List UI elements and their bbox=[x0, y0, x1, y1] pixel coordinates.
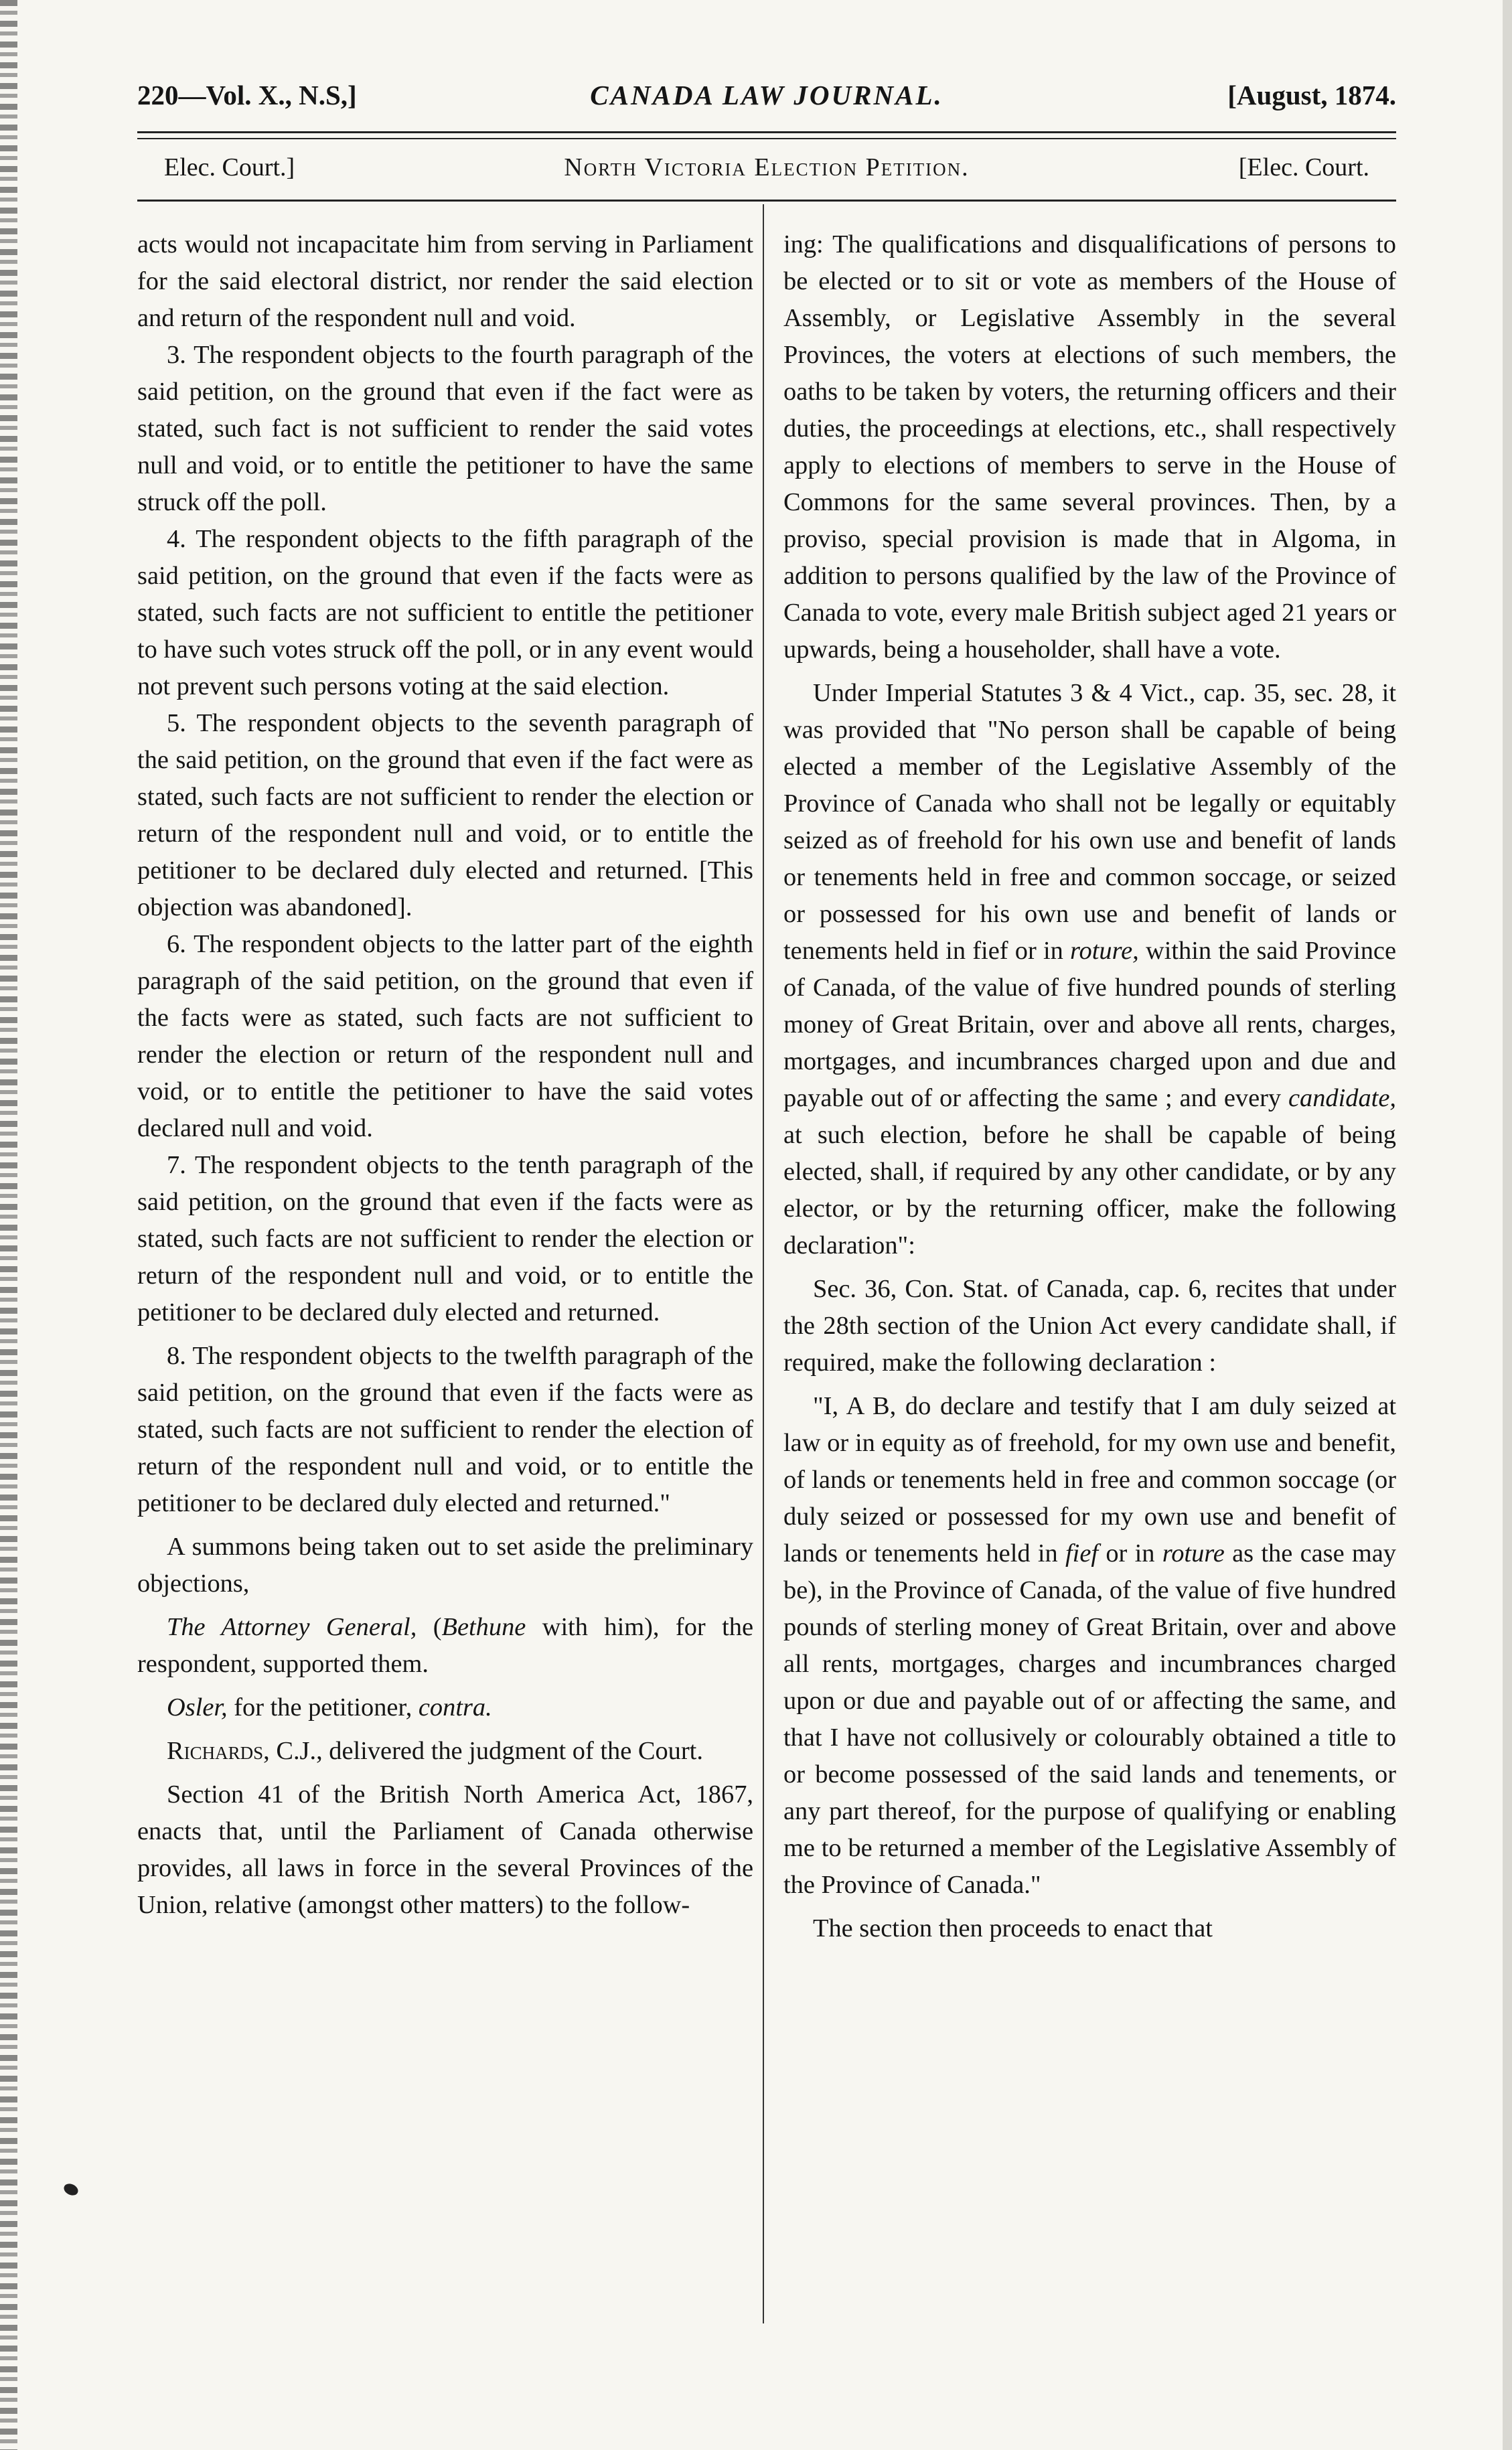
paragraph: Section 41 of the British North America Act, 1867, enacts that, until the Parliament of Canada otherwise provides, all laws in force in the several Provinces of the Union, relative (amongst other matters) to the follow- bbox=[137, 1780, 753, 1919]
text-span: or in bbox=[1098, 1539, 1162, 1567]
section-header bbox=[137, 153, 1396, 193]
text-span: at such election, before he shall be capable of being elected, shall, if required by any other candidate, or by any elector, or by the returning officer, make the following declaration": bbox=[783, 1121, 1396, 1259]
italic-term: roture bbox=[1162, 1539, 1225, 1567]
paragraph: A summons being taken out to set aside the preliminary objections, bbox=[137, 1533, 753, 1598]
paragraph: Sec. 36, Con. Stat. of Canada, cap. 6, recites that under the 28th section of the Union Act every candidate shall, if required, make the following declaration : bbox=[783, 1275, 1396, 1377]
ink-blot bbox=[62, 2181, 80, 2198]
text-span: "I, A B, do declare and testify that I am duly seized at law or in equity as of freehold, for my own use and benefit, of lands or tenements held in free and common soccage (or duly seized or possessed for my own use and benefit of lands or tenements held in bbox=[783, 1392, 1396, 1567]
paragraph: 6. The respondent objects to the latter part of the eighth paragraph of the said petition, on the ground that even if the facts were as stated, such facts are not sufficient to render the election or return of the respondent null and void, or to entitle the petitioner to have the said votes declared null and void. bbox=[137, 930, 753, 1142]
page-volume: 220—Vol. X., N.S,] bbox=[137, 80, 357, 110]
running-head bbox=[137, 79, 1396, 119]
right-column bbox=[783, 226, 1396, 1947]
paragraph-counsel-respondent bbox=[137, 1609, 753, 1683]
paragraph: 5. The respondent objects to the seventh paragraph of the said petition, on the ground that even if the fact were as stated, such facts are not sufficient to render the election or return of the respondent null and void, or to entitle the petitioner to be declared duly elected and returned. [This objection was abandoned]. bbox=[137, 709, 753, 921]
court-left: Elec. Court.] bbox=[164, 153, 295, 181]
italic-term: roture, bbox=[1070, 937, 1139, 965]
paragraph-statute bbox=[783, 675, 1396, 1264]
text-span: ( bbox=[417, 1613, 442, 1641]
page-edge-right bbox=[1503, 0, 1512, 2450]
paragraph: 4. The respondent objects to the fifth paragraph of the said petition, on the ground that even if the facts were as stated, such facts are not sufficient to entitle the petitioner to have such votes struck off the poll, or in any event would not prevent such persons voting at the said election. bbox=[137, 525, 753, 700]
contra-label: contra. bbox=[418, 1693, 492, 1721]
text-span: Under Imperial Statutes 3 & 4 Vict., cap. 35, sec. 28, it was provided that "No person shall be capable of being elected a member of the Legislative Assembly of the Province of Canada who shall not be legally or equitably seized as of freehold for his own use and benefit of lands or tenements held in free and common soccage, or seized or possessed for his own use and benefit of lands or tenements held in fief or in bbox=[783, 679, 1396, 965]
counsel-name: Osler, bbox=[167, 1693, 228, 1721]
paragraph: The section then proceeds to enact that bbox=[813, 1914, 1213, 1942]
paragraph: ing: The qualifications and disqualifications of persons to be elected or to sit or vote as members of the House of Assembly, or Legislative Assembly in the several Provinces, the voters at elections of such members, the oaths to be taken by voters, the returning officers and their duties, the proceedings at elections, etc., shall respectively apply to elections of members to serve in the House of Commons for the same several provinces. Then, by a proviso, special provision is made that in Algoma, in addition to persons qualified by the law of the Province of Canada to vote, every male British subject aged 21 years or upwards, being a householder, shall have a vote. bbox=[783, 230, 1396, 664]
case-title: North Victoria Election Petition. bbox=[564, 153, 970, 181]
header-rule-bottom bbox=[137, 138, 1396, 139]
paragraph: 7. The respondent objects to the tenth paragraph of the said petition, on the ground that even if the facts were as stated, such facts are not sufficient to render the election or return of the respondent null and void, or to entitle the petitioner to be declared duly elected and returned. bbox=[137, 1151, 753, 1326]
judge-name: Richards, bbox=[167, 1737, 270, 1765]
page-edge-binding bbox=[0, 0, 17, 2450]
italic-term: fief bbox=[1065, 1539, 1099, 1567]
paragraph: 3. The respondent objects to the fourth paragraph of the said petition, on the ground that even if the fact were as stated, such fact is not sufficient to render the said votes null and void, or to entitle the petitioner to have the same struck off the poll. bbox=[137, 341, 753, 516]
italic-term: candidate, bbox=[1288, 1084, 1396, 1112]
court-right: [Elec. Court. bbox=[1238, 153, 1369, 181]
left-column bbox=[137, 226, 753, 1924]
header-rule-top bbox=[137, 131, 1396, 133]
text-span: with him), for the respondent, supported them. bbox=[137, 1613, 753, 1678]
text-span: C.J., delivered the judgment of the Court. bbox=[269, 1737, 703, 1765]
paragraph-counsel-petitioner bbox=[137, 1689, 753, 1726]
issue-date: [August, 1874. bbox=[1227, 80, 1396, 110]
section-rule bbox=[137, 200, 1396, 202]
text-span: within the said Province of Canada, of the value of five hundred pounds of sterling money of Great Britain, over and above all rents, charges, mortgages, and incumbrances charged upon and due and payable out of or affecting the same ; and every bbox=[783, 937, 1396, 1112]
counsel-name: Bethune bbox=[441, 1613, 526, 1641]
journal-title: CANADA LAW JOURNAL. bbox=[590, 80, 943, 110]
paragraph-declaration bbox=[783, 1388, 1396, 1904]
text-span: for the petitioner, bbox=[227, 1693, 419, 1721]
paragraph-judgment bbox=[137, 1733, 753, 1770]
column-divider bbox=[763, 204, 764, 2323]
paragraph: acts would not incapacitate him from serving in Parliament for the said electoral district, nor render the said election and return of the respondent null and void. bbox=[137, 230, 753, 332]
counsel-name: The Attorney General, bbox=[167, 1613, 417, 1641]
text-span: as the case may be), in the Province of Canada, of the value of five hundred pounds of sterling money of Great Britain, over and above all rents, mortgages, charges and incumbrances charged upon or due and payable out of or affecting the same, and that I have not collusively or colourably obtained a title to or become possessed of the said lands and tenements, or any part thereof, for the purpose of qualifying or enabling me to be returned a member of the Legislative Assembly of the Province of Canada." bbox=[783, 1539, 1396, 1899]
paragraph: 8. The respondent objects to the twelfth paragraph of the said petition, on the ground that even if the facts were as stated, such facts are not sufficient to render the election of return of the respondent null and void, or to entitle the petitioner to be declared duly elected and returned." bbox=[137, 1342, 753, 1517]
